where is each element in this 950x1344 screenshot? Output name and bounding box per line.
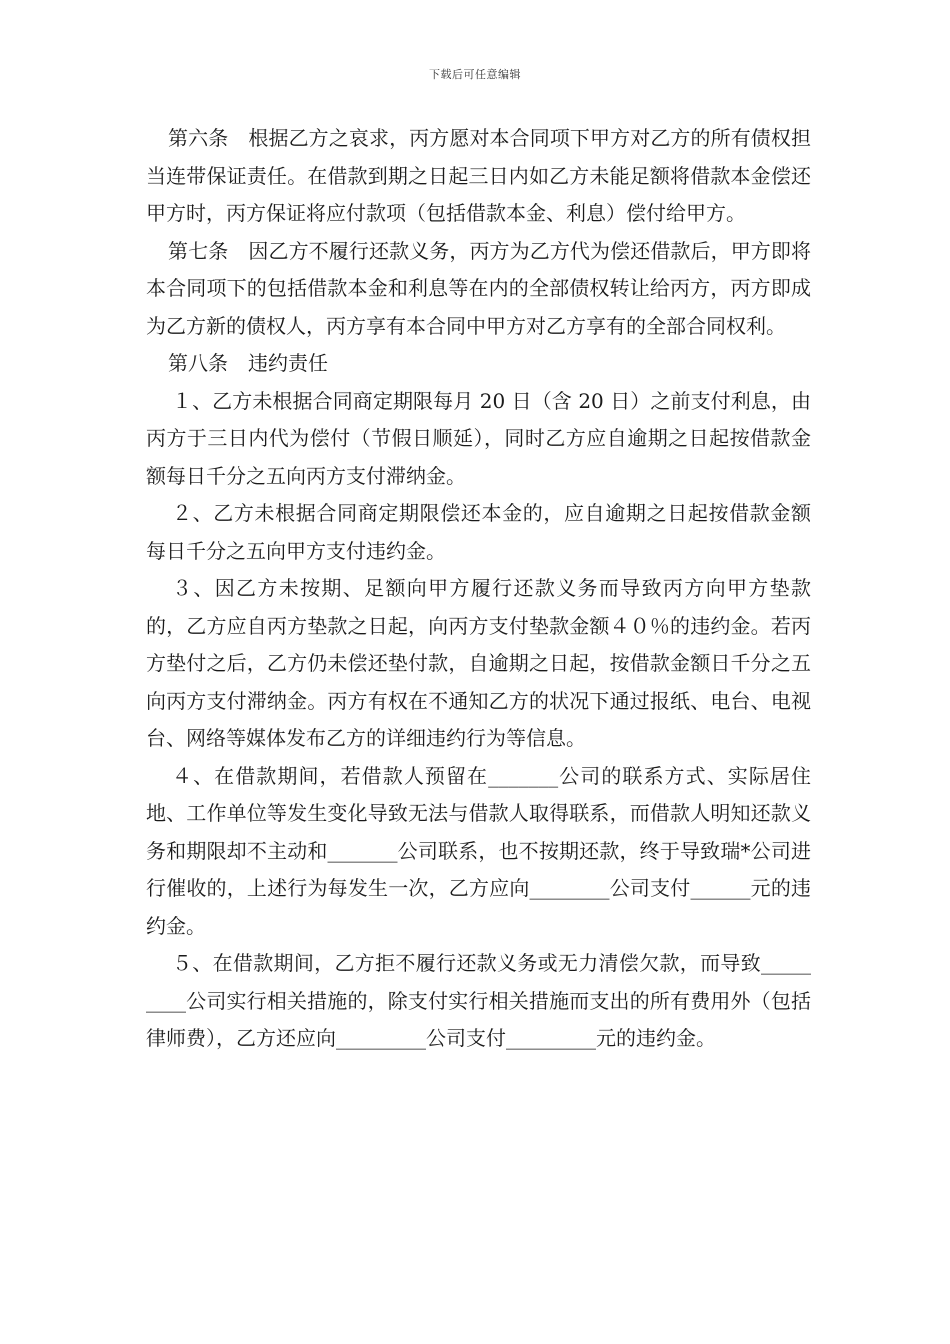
- clause-3-paragraph: ３、因乙方未按期、足额向甲方履行还款义务而导致丙方向甲方垫款的，乙方应自丙方垫款之日起，向丙方支付垫款金额４０％的违约金。若丙方垫付之后，乙方仍未偿还垫付款，自逾期之日起，按借款金额日千分之五向丙方支付滞纳金。丙方有权在不通知乙方的状况下通过报纸、电台、电视台、网络等媒体发布乙方的详细违约行为等信息。: [146, 576, 811, 750]
- article-6-paragraph: 第六条 根据乙方之哀求，丙方愿对本合同项下甲方对乙方的所有债权担当连带保证责任。在借款到期之日起三日内如乙方未能足额将借款本金偿还甲方时，丙方保证将应付款项（包括借款本金、利息）偿付给甲方。: [146, 126, 811, 225]
- article-8-heading: 第八条 违约责任: [168, 351, 328, 375]
- document-body: [146, 120, 811, 1058]
- clause-1-paragraph: １、乙方未根据合同商定期限每月 20 日（含 20 日）之前支付利息，由丙方于三日内代为偿付（节假日顺延），同时乙方应自逾期之日起按借款金额每日千分之五向丙方支付滞纳金。: [146, 388, 811, 488]
- page-header: 下载后可任意编辑: [429, 68, 521, 81]
- clause-5-paragraph: ５、在借款期间，乙方拒不履行还款义务或无力清偿欠款，而导致_________公司实行相关措施的，除支付实行相关措施而支出的所有费用外（包括律师费），乙方还应向_________公司支付_________元的违约金。: [146, 951, 811, 1050]
- clause-2-paragraph: ２、乙方未根据合同商定期限偿还本金的，应自逾期之日起按借款金额每日千分之五向甲方支付违约金。: [146, 501, 811, 563]
- article-7-paragraph: 第七条 因乙方不履行还款义务，丙方为乙方代为偿还借款后，甲方即将本合同项下的包括借款本金和利息等在内的全部债权转让给丙方，丙方即成为乙方新的债权人，丙方享有本合同中甲方对乙方享有的全部合同权利。: [146, 238, 811, 338]
- clause-4-paragraph: ４、在借款期间，若借款人预留在_______公司的联系方式、实际居住地、工作单位等发生变化导致无法与借款人取得联系，而借款人明知还款义务和期限却不主动和_______公司联系，也不按期还款，终于导致瑞*公司进行催收的，上述行为每发生一次，乙方应向________公司支付______元的违约金。: [146, 763, 811, 938]
